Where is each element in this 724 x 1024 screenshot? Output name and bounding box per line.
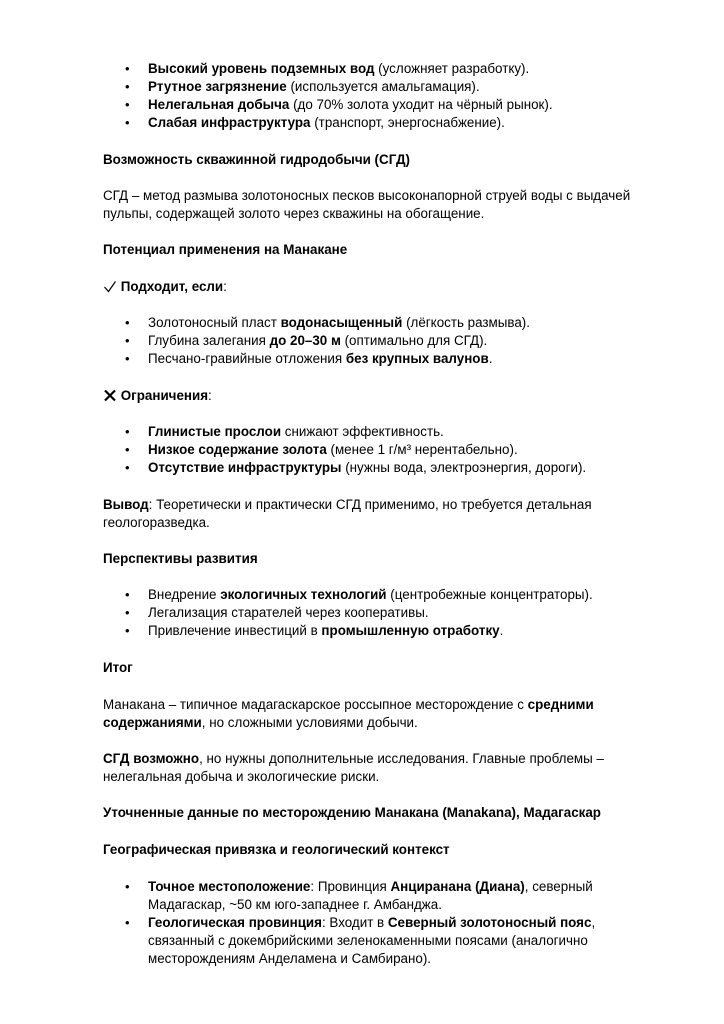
prospects-list [103,586,663,640]
summary-paragraph-1: Манакана – типичное мадагаскарское россыпное месторождение с средними содержаниями, но сложными условиями добычи. [103,697,594,730]
list-item: • Отсутствие инфраструктуры (нужны вода, электроэнергия, дороги). [103,459,663,477]
limits-list [103,423,663,477]
document-page [103,60,663,968]
cross-icon [103,388,117,403]
section-heading-potential: Потенциал применения на Манакане [103,242,348,257]
list-item: • Внедрение экологичных технологий (центробежные концентраторы). [103,586,663,604]
risk-list [103,60,663,132]
summary-paragraph-2: СГД возможно, но нужны дополнительные исследования. Главные проблемы – нелегальная добыча и экологические риски. [103,751,604,784]
limits-label-line: Ограничения: [103,387,663,405]
list-item: • Легализация старателей через кооперативы. [103,604,663,622]
geo-list [103,878,663,968]
list-item: • Золотоносный пласт водонасыщенный (лёгкость размыва). [103,314,663,332]
suits-label-line: Подходит, если: [103,278,663,296]
list-item: • Глубина залегания до 20–30 м (оптимально для СГД). [103,332,663,350]
list-item: • Привлечение инвестиций в промышленную отработку. [103,622,663,640]
suits-list [103,314,663,368]
list-item: • Нелегальная добыча (до 70% золота уходит на чёрный рынок). [103,96,663,114]
list-item: • Низкое содержание золота (менее 1 г/м³ нерентабельно). [103,441,663,459]
list-item: • Точное местоположение: Провинция Анциранана (Диана), северный Мадагаскар, ~50 км юго-западнее г. Амбанджа. [103,878,663,914]
list-item: • Геологическая провинция: Входит в Северный золотоносный пояс, связанный с докембрийскими зеленокаменными поясами (аналогично месторождениям Анделамена и Самбирано). [103,914,663,968]
list-item: • Ртутное загрязнение (используется амальгамация). [103,78,663,96]
section-heading-sgd: Возможность скважинной гидродобычи (СГД) [103,152,410,167]
section-heading-prospects: Перспективы развития [103,551,258,566]
check-icon [103,279,117,294]
section-heading-summary: Итог [103,660,133,675]
section-heading-geo: Географическая привязка и геологический контекст [103,842,450,857]
paragraph-sgd: СГД – метод размыва золотоносных песков высоконапорной струей воды с выдачей пульпы, содержащей золото через скважины на обогащение. [103,188,631,221]
list-item: • Слабая инфраструктура (транспорт, энергоснабжение). [103,114,663,132]
section-heading-refined: Уточненные данные по месторождению Манакана (Manakana), Мадагаскар [103,805,601,820]
list-item: • Высокий уровень подземных вод (усложняет разработку). [103,60,663,78]
conclusion-paragraph: Вывод: Теоретически и практически СГД применимо, но требуется детальная геологоразведка. [103,497,592,530]
list-item: • Глинистые прослои снижают эффективность. [103,423,663,441]
list-item: • Песчано-гравийные отложения без крупных валунов. [103,350,663,368]
